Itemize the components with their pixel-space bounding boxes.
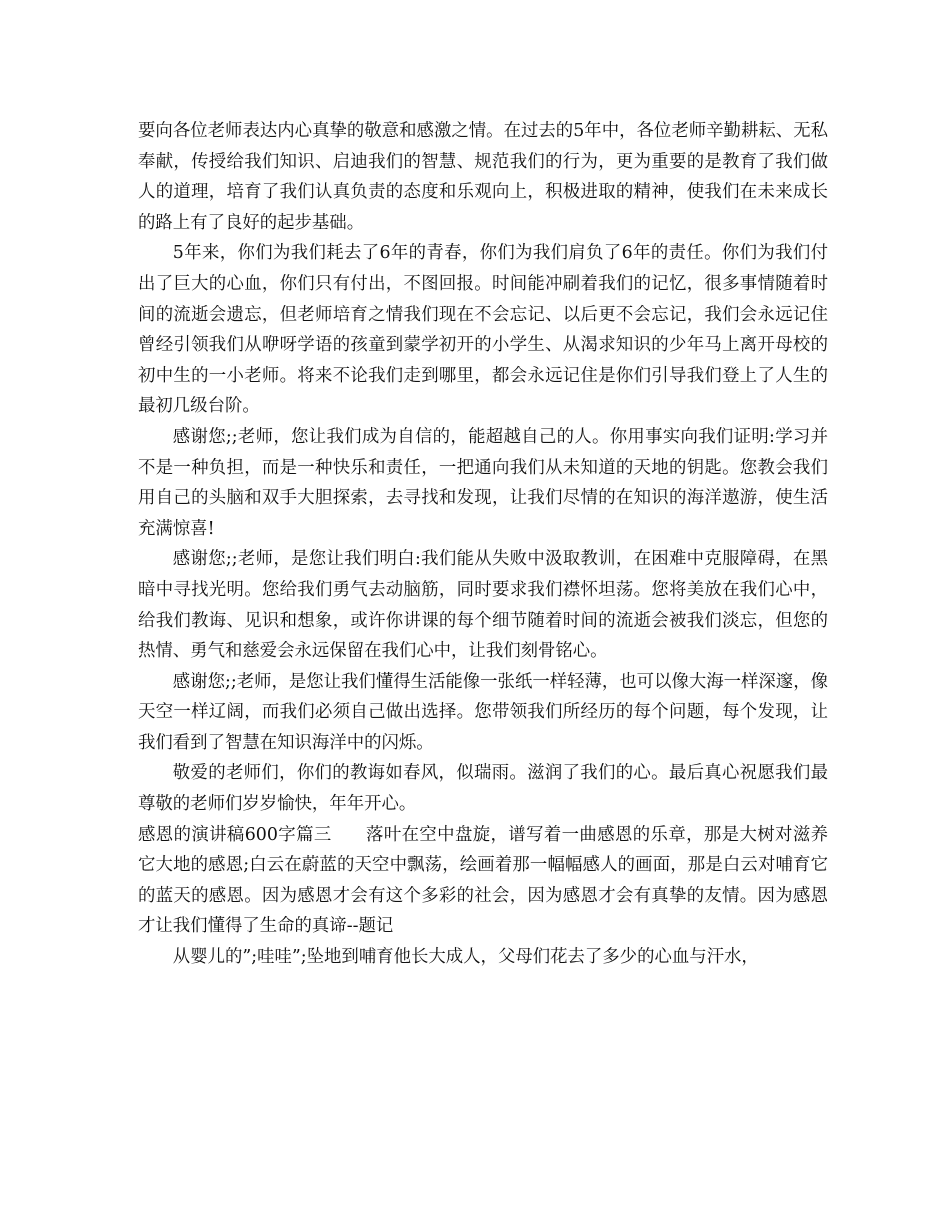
section-intro: 落叶在空中盘旋，谱写着一曲感恩的乐章，那是大树对滋养它大地的感恩;白云在蔚蓝的天空中飘荡，绘画着那一幅幅感人的画面，那是白云对哺育它的蓝天的感恩。因为感恩才会有这个多彩的社会，因为感恩才会有真挚的友情。因为感恩才让我们懂得了生命的真谛--题记: [138, 824, 828, 937]
paragraph-4: 感谢您;;老师，是您让我们明白:我们能从失败中汲取教训，在困难中克服障碍，在黑暗中寻找光明。您给我们勇气去动脑筋，同时要求我们襟怀坦荡。您将美放在我们心中，给我们教诲、见识和想象，或许你讲课的每个细节随着时间的流逝会被我们淡忘，但您的热情、勇气和慈爱会永远保留在我们心中，让我们刻骨铭心。: [138, 549, 828, 662]
paragraph-6: 敬爱的老师们，你们的教诲如春风，似瑞雨。滋润了我们的心。最后真心祝愿我们最尊敬的老师们岁岁愉快，年年开心。: [138, 763, 828, 815]
paragraph-2: 5年来，你们为我们耗去了6年的青春，你们为我们肩负了6年的责任。你们为我们付出了巨大的心血，你们只有付出，不图回报。时间能冲刷着我们的记忆，很多事情随着时间的流逝会遗忘，但老师培育之情我们现在不会忘记、以后更不会忘记，我们会永远记住曾经引领我们从咿呀学语的孩童到蒙学初开的小学生、从渴求知识的少年马上离开母校的初中生的一小老师。将来不论我们走到哪里，都会永远记住是你们引导我们登上了人生的最初几级台阶。: [138, 243, 828, 417]
section-paragraph: [138, 820, 828, 942]
paragraph-1: 要向各位老师表达内心真挚的敬意和感激之情。在过去的5年中，各位老师辛勤耕耘、无私奉献，传授给我们知识、启迪我们的智慧、规范我们的行为，更为重要的是教育了我们做人的道理，培育了我们认真负责的态度和乐观向上，积极进取的精神，使我们在未来成长的路上有了良好的起步基础。: [138, 121, 828, 233]
paragraph-3: 感谢您;;老师，您让我们成为自信的，能超越自己的人。你用事实向我们证明:学习并不是一种负担，而是一种快乐和责任，一把通向我们从未知道的天地的钥匙。您教会我们用自己的头脑和双手大胆探索，去寻找和发现，让我们尽情的在知识的海洋遨游，使生活充满惊喜!: [138, 426, 828, 539]
document-page: [138, 116, 828, 973]
paragraph-5: 感谢您;;老师，是您让我们懂得生活能像一张纸一样轻薄，也可以像大海一样深邃，像天空一样辽阔，而我们必须自己做出选择。您带领我们所经历的每个问题，每个发现，让我们看到了智慧在知识海洋中的闪烁。: [138, 671, 828, 753]
section-title: 感恩的演讲稿600字篇三: [138, 824, 332, 845]
paragraph-last: 从婴儿的”;哇哇”;坠地到哺育他长大成人，父母们花去了多少的心血与汗水，: [172, 947, 759, 968]
